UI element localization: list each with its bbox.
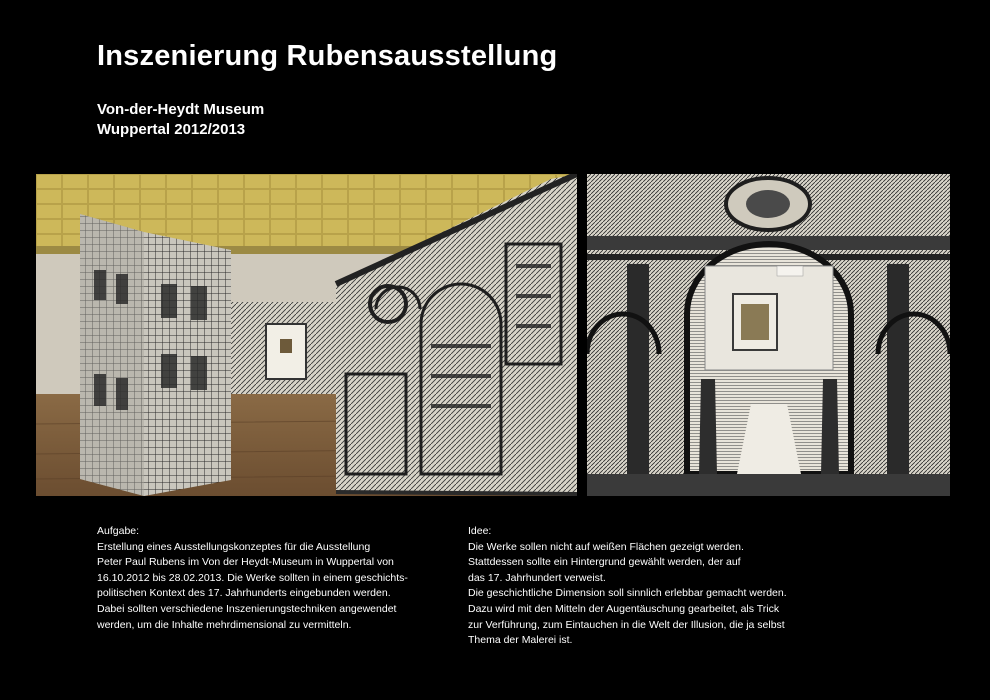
- idee-line: Stattdessen sollte ein Hintergrund gewählt werden, der auf: [468, 556, 741, 569]
- idee-section: [468, 524, 787, 649]
- idee-line: Thema der Malerei ist.: [468, 634, 573, 647]
- aufgabe-line: 16.10.2012 bis 28.02.2013. Die Werke sollten in einem geschichts-: [97, 571, 408, 584]
- archway-display-photo: [587, 174, 950, 496]
- subtitle-line-museum: Von-der-Heydt Museum: [97, 101, 265, 118]
- page-title: Inszenierung Rubensausstellung: [97, 40, 558, 72]
- idee-line: Die geschichtliche Dimension soll sinnlich erlebbar gemacht werden.: [468, 587, 787, 600]
- idee-line: zur Verführung, zum Eintauchen in die Welt der Illusion, die ja selbst: [468, 618, 785, 631]
- subtitle: [97, 100, 264, 140]
- exhibition-hall-photo: [36, 174, 577, 496]
- aufgabe-line: politischen Kontext des 17. Jahrhunderts eingebunden werden.: [97, 587, 391, 600]
- idee-line: das 17. Jahrhundert verweist.: [468, 571, 606, 584]
- idee-line: Dazu wird mit den Mitteln der Augentäuschung gearbeitet, als Trick: [468, 602, 780, 615]
- aufgabe-line: Peter Paul Rubens im Von der Heydt-Museum in Wuppertal von: [97, 556, 394, 569]
- aufgabe-section: [97, 524, 408, 633]
- aufgabe-line: Erstellung eines Ausstellungskonzeptes für die Ausstellung: [97, 540, 371, 553]
- idee-heading: Idee:: [468, 525, 492, 537]
- aufgabe-line: werden, um die Inhalte mehrdimensional zu vermitteln.: [97, 618, 352, 631]
- aufgabe-heading: Aufgabe:: [97, 525, 140, 537]
- idee-line: Die Werke sollen nicht auf weißen Flächen gezeigt werden.: [468, 540, 744, 553]
- aufgabe-line: Dabei sollten verschiedene Inszenierungstechniken angewendet: [97, 602, 397, 615]
- subtitle-line-location: Wuppertal 2012/2013: [97, 121, 246, 138]
